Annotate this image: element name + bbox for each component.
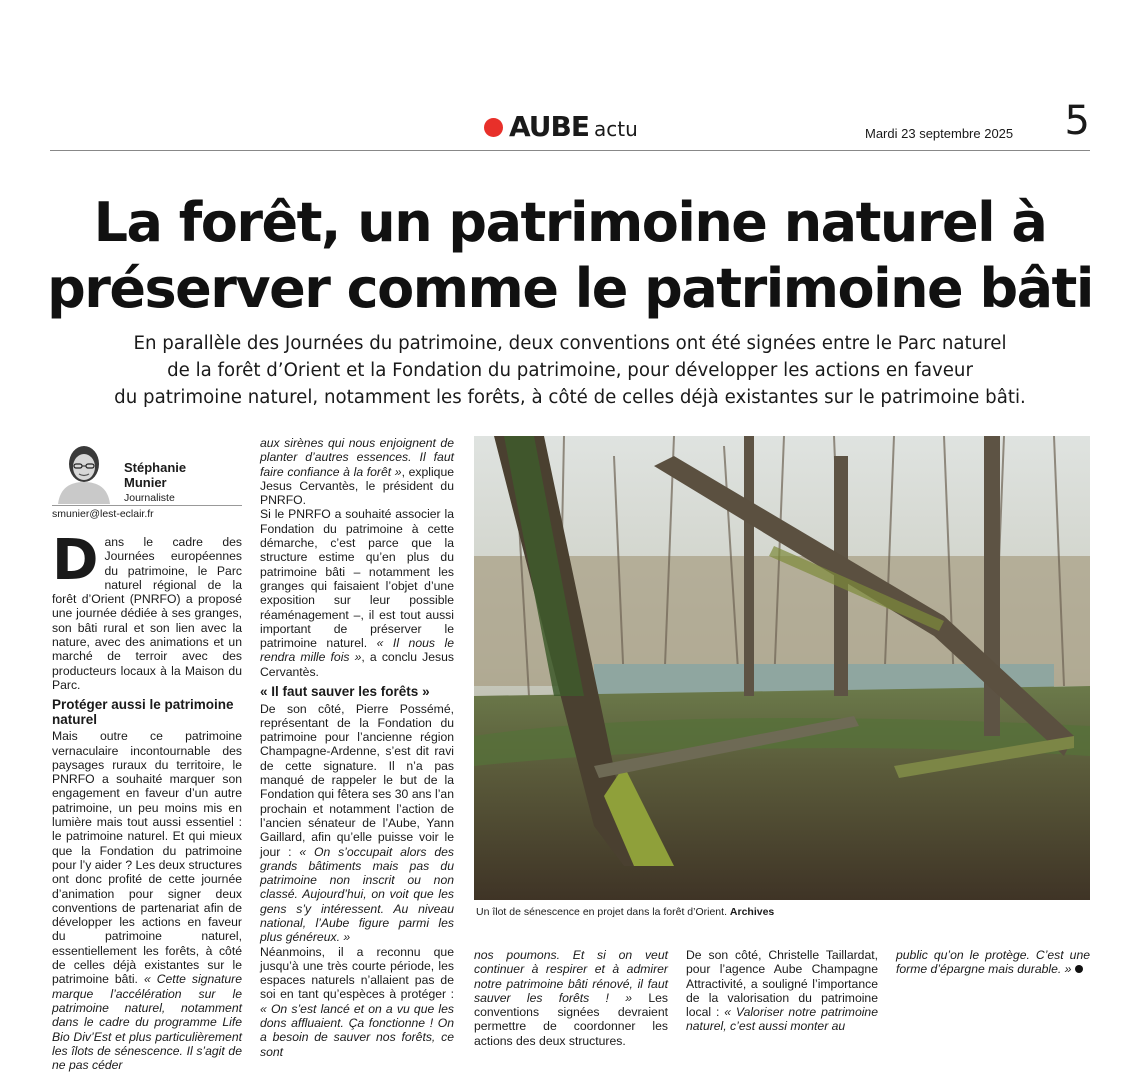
subheading-sauver-forets: « Il faut sauver les forêts »: [260, 684, 430, 700]
quote-text: public qu’on le protège. C’est une forme d’épargne mais durable. »: [896, 948, 1090, 977]
caption-text: Un îlot de sénescence en projet dans la forêt d’Orient.: [476, 906, 727, 918]
quote-text: « Cette signature marque l’accélération sur le patrimoine naturel, notamment dans le cadre du programme Life Bio Div’Est et plus particulièrement les îlots de sénescence. Il s’agit de ne pas céder: [52, 972, 242, 1072]
paragraph-posseme: [260, 702, 454, 945]
title-line-2: préserver comme le patrimoine bâti: [47, 257, 1093, 320]
quote-text: nos poumons. Et si on veut continuer à respirer et à admirer notre patrimoine bâti rénové, il faut sauver les forêts ! »: [474, 948, 668, 1005]
paragraph-conclusion: [896, 948, 1090, 977]
paragraph-quote-continue: [260, 436, 454, 507]
intro-text: ans le cadre des Journées européennes du patrimoine, le Parc naturel régional de la forêt d’Orient (PNRFO) a proposé une journée dédiée à ses granges, son bâti rural et son lien avec la nature, avec des animations et un marché de terroir avec des producteurs locaux à la Maison du Parc.: [52, 535, 242, 692]
photo-credit: Archives: [729, 906, 775, 918]
paragraph-poumons: [474, 948, 668, 1048]
lead-line-2: de la forêt d’Orient et la Fondation du patrimoine, pour développer les actions en faveur: [167, 360, 973, 381]
author-name: [124, 460, 186, 490]
body-text: Mais outre ce patrimoine vernaculaire incontournable des paysages ruraux du territoire, le PNRFO a souhaité marquer son engagement en faveur d’un autre patrimoine, un peu moins mis en lumière mais tout aussi essentiel : le patrimoine naturel. Et qui mieux que la Fondation du patrimoine pour l’y aider ? Les deux structures ont donc profité de cette journée d’animation pour signer deux conventions de partenariat afin de développer les actions en faveur du patrimoine naturel, essentiellement les forêts, à côté de celles déjà existantes sur le patrimoine bâti.: [52, 729, 242, 987]
subheading-proteger: Protéger aussi le patrimoine naturel: [52, 697, 234, 727]
body-text: Néanmoins, il a reconnu que jusqu’à une très courte période, les espaces naturels n’allaient pas de soi en tant qu’espèces à protéger :: [260, 944, 454, 1002]
column-1: [52, 528, 242, 1072]
author-role: Journaliste: [124, 492, 175, 504]
author-first-name: Stéphanie: [124, 460, 187, 475]
body-text: Les conventions signées devraient permettre de coordonner les actions des deux structures.: [474, 990, 668, 1048]
quote-text: aux sirènes qui nous enjoignent de planter d’autres essences. Il faut faire confiance à la forêt »: [260, 436, 454, 479]
quote-text: « Valoriser notre patrimoine naturel, c’est aussi monter au: [686, 1005, 878, 1034]
body-text: , explique Jesus Cervantès, le président du PNRFO.: [260, 464, 454, 508]
column-3: [474, 948, 668, 1048]
paragraph-taillardat: [686, 948, 878, 1034]
article-title: [20, 190, 1120, 322]
issue-date: Mardi 23 septembre 2025: [865, 126, 1014, 141]
article-lead: [60, 330, 1080, 411]
author-avatar: [52, 438, 116, 504]
section-name: AUBE: [509, 110, 590, 143]
body-text: De son côté, Pierre Possémé, représentant de la Fondation du patrimoine pour l’ancienne région Champagne-Ardenne, s’est dit ravi de cette signature. Il n’a pas manqué de rappeler le but de la Fondation qui fêtera ses 30 ans l’an prochain et notamment l’action de l’ancien sénateur de l’Aube, Yann Gaillard, afin qu’elle puisse voir le jour :: [260, 701, 454, 859]
column-5: [896, 948, 1090, 977]
title-line-1: La forêt, un patrimoine naturel à: [93, 191, 1047, 254]
section-logo: [484, 110, 638, 143]
page-header: [50, 98, 1090, 151]
section-sub: actu: [594, 117, 638, 141]
body-text: , a conclu Jesus Cervantès.: [260, 650, 455, 679]
column-4: [686, 948, 878, 1034]
paragraph-intro: [52, 528, 242, 692]
author-last-name: Munier: [124, 475, 167, 490]
page-number: 5: [1064, 98, 1090, 144]
paragraph-fondation: [260, 507, 454, 679]
author-email[interactable]: smunier@lest-eclair.fr: [52, 508, 154, 520]
quote-text: « On s’occupait alors des grands bâtiments mais pas du patrimoine non inscrit ou non classé. Aujourd’hui, on voit que les gens s’y intéressent. Au niveau national, l’Aube figure parmi les plus généreux. »: [260, 844, 455, 945]
lead-line-3: du patrimoine naturel, notamment les forêts, à côté de celles déjà existantes sur le patrimoine bâti.: [114, 387, 1026, 408]
author-divider: [52, 505, 242, 506]
quote-text: « On s’est lancé et on a vu que les dons affluaient. Ça fonctionne ! On a besoin de sauver nos forêts, ce sont: [260, 1001, 454, 1059]
body-text: Si le PNRFO a souhaité associer la Fondation du patrimoine à cette démarche, c’est parce que la structure estime qu’en plus du patrimoine bâti – notamment les granges qui faisaient l’objet d’une exposition sur leur possible réaménagement –, il est tout aussi important de préserver le patrimoine naturel.: [260, 507, 454, 651]
drop-cap: D: [52, 528, 99, 593]
red-dot-icon: [484, 118, 503, 137]
photo-caption: [476, 906, 774, 918]
body-text: De son côté, Christelle Taillardat, pour l’agence Aube Champagne Attractivité, a souligné l’importance de la valorisation du patrimoine local :: [686, 948, 878, 1020]
forest-photo: [474, 436, 1090, 900]
paragraph-neanmoins: [260, 945, 454, 1059]
column-2: [260, 436, 454, 1059]
quote-text: « Il nous le rendra mille fois »: [260, 636, 454, 665]
end-mark-icon: [1075, 965, 1083, 973]
lead-line-1: En parallèle des Journées du patrimoine, deux conventions ont été signées entre le Parc naturel: [133, 333, 1007, 354]
paragraph-body: [52, 729, 242, 1072]
